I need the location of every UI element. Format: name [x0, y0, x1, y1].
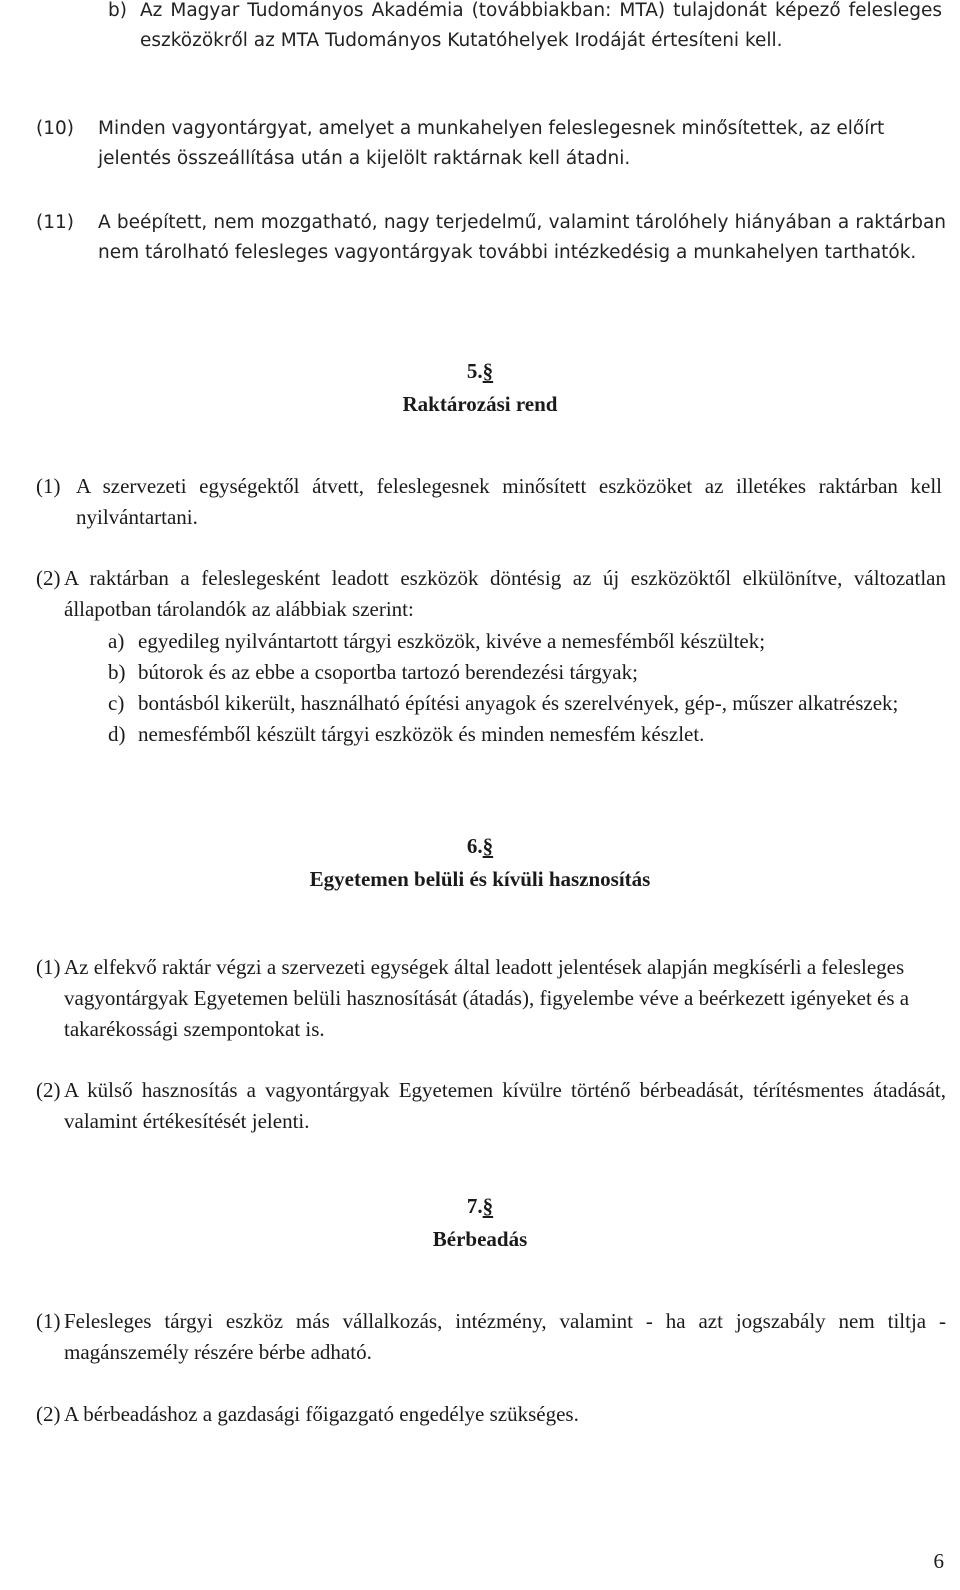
- paragraph-text: A bérbeadáshoz a gazdasági főigazgató engedélye szükséges.: [64, 1402, 579, 1426]
- list-item: [108, 626, 946, 657]
- paragraph-number: (1): [36, 1309, 61, 1333]
- paragraph-text: A szervezeti egységektől átvett, feleslegesnek minősített eszközöket az illetékes raktárban kell nyilvántartani.: [76, 474, 942, 529]
- section-mark: §: [482, 1194, 494, 1218]
- item-letter: b): [108, 0, 127, 21]
- item-letter: c): [108, 691, 125, 715]
- section-5-paragraph-2: [36, 563, 946, 625]
- section-7-paragraph-1: [36, 1306, 946, 1368]
- item-letter: d): [108, 722, 126, 746]
- paragraph-text: Felesleges tárgyi eszköz más vállalkozás, intézmény, valamint - ha azt jogszabály nem tiltja - magánszemély részére bérbe adható.: [64, 1309, 946, 1364]
- section-7-paragraph-2: [36, 1399, 946, 1430]
- section-6-paragraph-1: [36, 952, 916, 1045]
- section-7-heading: [0, 1191, 960, 1255]
- paragraph-number: (10): [36, 118, 74, 139]
- section-6-paragraph-2: [36, 1075, 946, 1137]
- paragraph-text: Az elfekvő raktár végzi a szervezeti egységek által leadott jelentések alapján megkísérli a felesleges vagyontárgyak Egyetemen belüli hasznosítását (átadás), figyelembe véve a beérkezett igényeket és a takarékossági szempontokat is.: [64, 955, 910, 1041]
- section-title: Bérbeadás: [432, 1227, 528, 1251]
- item-text: bútorok és az ebbe a csoportba tartozó berendezési tárgyak;: [138, 660, 638, 684]
- paragraph-number: (2): [36, 1078, 61, 1102]
- paragraph-11: [36, 208, 946, 268]
- section-5-item-list: [108, 626, 946, 750]
- page-number: 6: [933, 1549, 944, 1573]
- list-item: [108, 688, 946, 719]
- section-number: 6.§: [466, 834, 494, 858]
- section-5-paragraph-1: [36, 471, 942, 533]
- paragraph-text: A raktárban a feleslegesként leadott eszközök döntésig az új eszközöktől elkülönítve, változatlan állapotban tárolandók az alábbiak szerint:: [64, 566, 946, 621]
- list-item-b-top: [108, 0, 942, 56]
- paragraph-text: A beépített, nem mozgatható, nagy terjedelmű, valamint tárolóhely hiányában a raktárban nem tárolható felesleges vagyontárgyak további intézkedésig a munkahelyen tarthatók.: [98, 212, 946, 263]
- list-item: [108, 719, 946, 750]
- section-number: 7.§: [466, 1194, 494, 1218]
- list-item: [108, 657, 946, 688]
- paragraph-text: A külső hasznosítás a vagyontárgyak Egyetemen kívülre történő bérbeadását, térítésmentes átadását, valamint értékesítését jelenti.: [64, 1078, 946, 1133]
- item-text: Az Magyar Tudományos Akadémia (továbbiakban: MTA) tulajdonát képező felesleges eszközökről az MTA Tudományos Kutatóhelyek Irodáját értesíteni kell.: [140, 0, 942, 51]
- section-number: 5.§: [466, 359, 494, 383]
- item-letter: b): [108, 660, 126, 684]
- item-letter: a): [108, 629, 125, 653]
- item-text: bontásból kikerült, használható építési anyagok és szerelvények, gép-, műszer alkatrészek;: [138, 691, 899, 715]
- paragraph-text: Minden vagyontárgyat, amelyet a munkahelyen feleslegesnek minősítettek, az előírt jelentés összeállítása után a kijelölt raktárnak kell átadni.: [98, 118, 885, 169]
- section-mark: §: [482, 834, 494, 858]
- paragraph-number: (1): [36, 474, 61, 498]
- item-text: egyedileg nyilvántartott tárgyi eszközök, kivéve a nemesfémből készültek;: [138, 629, 766, 653]
- paragraph-number: (2): [36, 566, 61, 590]
- item-text: nemesfémből készült tárgyi eszközök és minden nemesfém készlet.: [138, 722, 705, 746]
- section-title: Egyetemen belüli és kívüli hasznosítás: [309, 867, 651, 891]
- section-title: Raktározási rend: [402, 392, 558, 416]
- section-5-heading: [0, 356, 960, 420]
- paragraph-10: [36, 114, 942, 174]
- paragraph-number: (11): [36, 212, 74, 233]
- paragraph-number: (2): [36, 1402, 61, 1426]
- section-mark: §: [482, 359, 494, 383]
- paragraph-number: (1): [36, 955, 61, 979]
- section-6-heading: [0, 831, 960, 895]
